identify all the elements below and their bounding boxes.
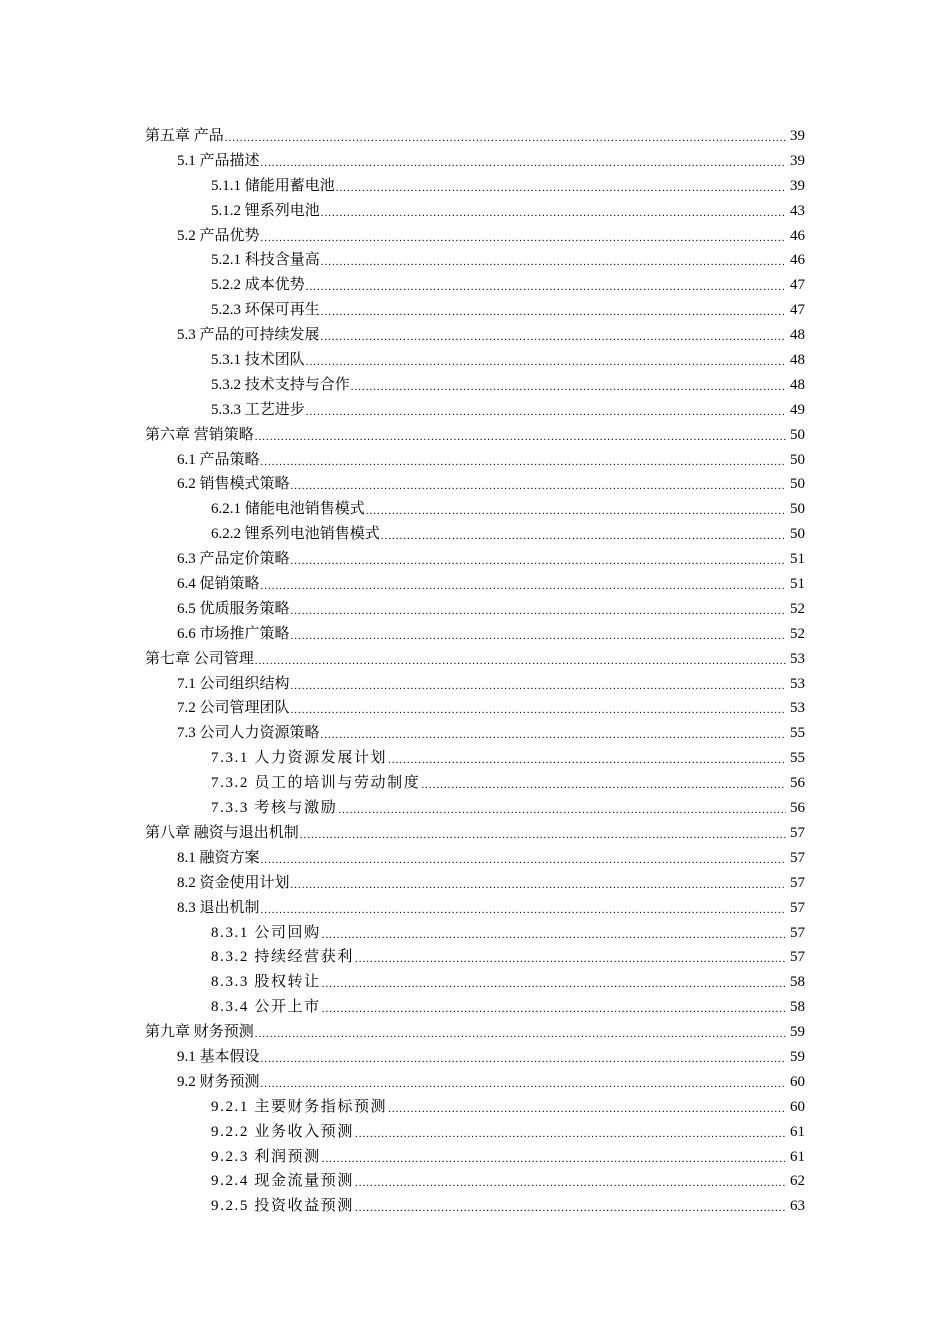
toc-entry-level-2[interactable] <box>0 472 950 497</box>
toc-page-number: 60 <box>790 1073 805 1090</box>
toc-dot-leader <box>355 1171 786 1196</box>
toc-page-number: 53 <box>790 675 805 692</box>
toc-entry-level-3[interactable] <box>0 398 950 423</box>
toc-entry-title: 5.2.3 环保可再生 <box>211 302 320 319</box>
toc-entry-level-1[interactable] <box>0 423 950 448</box>
toc-entry-level-3[interactable] <box>0 298 950 323</box>
toc-dot-leader <box>255 649 786 674</box>
toc-page-number: 48 <box>790 376 805 393</box>
toc-dot-leader <box>306 275 786 300</box>
toc-page-number: 60 <box>790 1098 805 1115</box>
toc-page-number: 56 <box>790 775 805 792</box>
toc-entry-title: 8.1 融资方案 <box>177 849 260 866</box>
toc-entry-title: 5.3.2 技术支持与合作 <box>211 376 350 393</box>
toc-entry-level-2[interactable] <box>0 448 950 473</box>
toc-entry-title: 6.4 促销策略 <box>177 576 260 593</box>
toc-entry-level-2[interactable] <box>0 323 950 348</box>
toc-page-number: 55 <box>790 750 805 767</box>
toc-entry-level-1[interactable] <box>0 647 950 672</box>
toc-page-number: 51 <box>790 576 805 593</box>
toc-entry-level-3[interactable] <box>0 771 950 796</box>
toc-dot-leader <box>225 126 786 151</box>
toc-entry-level-2[interactable] <box>0 896 950 921</box>
toc-entry-title: 第八章 融资与退出机制 <box>145 824 299 841</box>
toc-dot-leader <box>322 923 786 948</box>
toc-entry-title: 6.2.1 储能电池销售模式 <box>211 501 365 518</box>
toc-entry-title: 5.2 产品优势 <box>177 227 260 244</box>
toc-page-number: 62 <box>790 1173 805 1190</box>
toc-entry-title: 9.2.1 主要财务指标预测 <box>211 1098 388 1115</box>
toc-entry-level-2[interactable] <box>0 1070 950 1095</box>
toc-entry-level-2[interactable] <box>0 871 950 896</box>
toc-entry-title: 5.2.2 成本优势 <box>211 277 305 294</box>
toc-page-number: 48 <box>790 352 805 369</box>
toc-dot-leader <box>306 350 786 375</box>
toc-dot-leader <box>355 1196 786 1221</box>
toc-dot-leader <box>261 898 786 923</box>
toc-page-number: 51 <box>790 551 805 568</box>
toc-dot-leader <box>421 773 786 798</box>
toc-entry-title: 8.2 资金使用计划 <box>177 874 290 891</box>
toc-entry-level-3[interactable] <box>0 1095 950 1120</box>
toc-entry-title: 7.3.3 考核与激励 <box>211 800 338 817</box>
toc-dot-leader <box>355 947 786 972</box>
toc-entry-level-3[interactable] <box>0 1145 950 1170</box>
toc-entry-title: 9.2.5 投资收益预测 <box>211 1198 354 1215</box>
toc-entry-level-3[interactable] <box>0 945 950 970</box>
toc-entry-title: 5.3 产品的可持续发展 <box>177 327 320 344</box>
toc-entry-level-2[interactable] <box>0 547 950 572</box>
toc-entry-title: 6.6 市场推广策略 <box>177 625 290 642</box>
toc-entry-level-3[interactable] <box>0 522 950 547</box>
toc-entry-level-2[interactable] <box>0 696 950 721</box>
toc-entry-title: 5.2.1 科技含量高 <box>211 252 320 269</box>
toc-page-number: 50 <box>790 476 805 493</box>
toc-dot-leader <box>300 823 786 848</box>
toc-dot-leader <box>291 674 786 699</box>
toc-entry-title: 6.5 优质服务策略 <box>177 600 290 617</box>
toc-page-number: 52 <box>790 625 805 642</box>
toc-page-number: 57 <box>790 949 805 966</box>
toc-dot-leader <box>321 723 786 748</box>
toc-entry-title: 9.2 财务预测 <box>177 1073 260 1090</box>
toc-entry-title: 7.3.1 人力资源发展计划 <box>211 750 388 767</box>
toc-entry-level-3[interactable] <box>0 348 950 373</box>
toc-page-number: 48 <box>790 327 805 344</box>
toc-dot-leader <box>321 250 786 275</box>
toc-page-number: 59 <box>790 1024 805 1041</box>
toc-dot-leader <box>261 848 786 873</box>
toc-entry-level-3[interactable] <box>0 970 950 995</box>
toc-dot-leader <box>261 1072 786 1097</box>
toc-entry-title: 5.3.3 工艺进步 <box>211 401 305 418</box>
toc-entry-title: 8.3.3 股权转让 <box>211 974 321 991</box>
toc-dot-leader <box>381 524 786 549</box>
toc-entry-title: 9.1 基本假设 <box>177 1048 260 1065</box>
toc-page-number: 43 <box>790 202 805 219</box>
toc-entry-title: 7.3 公司人力资源策略 <box>177 725 320 742</box>
toc-entry-title: 6.2.2 锂系列电池销售模式 <box>211 526 380 543</box>
toc-page-number: 61 <box>790 1148 805 1165</box>
toc-page-number: 39 <box>790 152 805 169</box>
toc-page-number: 57 <box>790 899 805 916</box>
toc-page-number: 50 <box>790 526 805 543</box>
toc-entry-title: 7.2 公司管理团队 <box>177 700 290 717</box>
toc-entry-level-2[interactable] <box>0 622 950 647</box>
toc-page-number: 50 <box>790 426 805 443</box>
toc-page-number: 53 <box>790 650 805 667</box>
toc-dot-leader <box>321 300 786 325</box>
toc-page-number: 61 <box>790 1123 805 1140</box>
toc-entry-level-3[interactable] <box>0 248 950 273</box>
toc-page-number: 57 <box>790 874 805 891</box>
toc-entry-title: 8.3.1 公司回购 <box>211 924 321 941</box>
toc-dot-leader <box>255 1022 786 1047</box>
toc-dot-leader <box>388 748 786 773</box>
toc-page-number: 39 <box>790 177 805 194</box>
toc-entry-title: 第五章 产品 <box>145 128 224 144</box>
toc-entry-level-3[interactable] <box>0 796 950 821</box>
toc-dot-leader <box>321 325 786 350</box>
toc-dot-leader <box>321 201 786 226</box>
toc-entry-level-2[interactable] <box>0 597 950 622</box>
toc-entry-level-2[interactable] <box>0 846 950 871</box>
toc-entry-level-3[interactable] <box>0 373 950 398</box>
toc-entry-title: 5.1.2 锂系列电池 <box>211 202 320 219</box>
toc-dot-leader <box>255 425 786 450</box>
toc-entry-level-3[interactable] <box>0 497 950 522</box>
toc-page-number: 57 <box>790 924 805 941</box>
toc-entry-level-2[interactable] <box>0 1045 950 1070</box>
toc-dot-leader <box>355 1122 786 1147</box>
toc-page-number: 53 <box>790 700 805 717</box>
toc-entry-level-3[interactable] <box>0 995 950 1020</box>
toc-entry-level-3[interactable] <box>0 746 950 771</box>
toc-dot-leader <box>322 997 786 1022</box>
toc-entry-level-2[interactable] <box>0 149 950 174</box>
toc-dot-leader <box>261 574 786 599</box>
toc-entry-title: 8.3.4 公开上市 <box>211 999 321 1016</box>
table-of-contents <box>0 124 950 1219</box>
toc-entry-level-2[interactable] <box>0 721 950 746</box>
toc-page-number: 49 <box>790 401 805 418</box>
toc-dot-leader <box>261 151 786 176</box>
toc-dot-leader <box>366 499 786 524</box>
toc-dot-leader <box>322 972 786 997</box>
toc-page-number: 52 <box>790 600 805 617</box>
toc-dot-leader <box>291 698 786 723</box>
toc-page-number: 50 <box>790 501 805 518</box>
toc-entry-level-3[interactable] <box>0 1194 950 1219</box>
toc-entry-title: 6.2 销售模式策略 <box>177 476 290 493</box>
toc-page-number: 50 <box>790 451 805 468</box>
toc-entry-level-3[interactable] <box>0 273 950 298</box>
toc-entry-level-3[interactable] <box>0 174 950 199</box>
toc-dot-leader <box>338 798 786 823</box>
toc-entry-title: 5.1 产品描述 <box>177 152 260 169</box>
toc-dot-leader <box>291 549 786 574</box>
toc-dot-leader <box>291 873 786 898</box>
toc-page-number: 58 <box>790 999 805 1016</box>
toc-entry-title: 第七章 公司管理 <box>145 650 254 667</box>
toc-entry-title: 9.2.4 现金流量预测 <box>211 1173 354 1190</box>
toc-entry-level-1[interactable] <box>0 1020 950 1045</box>
toc-page-number: 57 <box>790 849 805 866</box>
toc-dot-leader <box>261 450 786 475</box>
toc-dot-leader <box>322 1147 786 1172</box>
toc-entry-title: 8.3.2 持续经营获利 <box>211 949 354 966</box>
toc-dot-leader <box>351 375 786 400</box>
toc-entry-title: 6.1 产品策略 <box>177 451 260 468</box>
toc-page-number: 63 <box>790 1198 805 1215</box>
toc-page-number: 46 <box>790 227 805 244</box>
toc-dot-leader <box>291 624 786 649</box>
toc-page-number: 59 <box>790 1048 805 1065</box>
toc-page-number: 58 <box>790 974 805 991</box>
toc-dot-leader <box>291 474 786 499</box>
toc-entry-title: 第六章 营销策略 <box>145 426 254 443</box>
toc-entry-title: 9.2.3 利润预测 <box>211 1148 321 1165</box>
toc-entry-title: 7.3.2 员工的培训与劳动制度 <box>211 775 421 792</box>
toc-entry-title: 6.3 产品定价策略 <box>177 551 290 568</box>
toc-entry-level-3[interactable] <box>0 199 950 224</box>
toc-entry-title: 5.1.1 储能用蓄电池 <box>211 177 335 194</box>
toc-dot-leader <box>388 1097 786 1122</box>
toc-page-number: 46 <box>790 252 805 269</box>
toc-dot-leader <box>261 1047 786 1072</box>
toc-entry-level-1[interactable] <box>0 821 950 846</box>
toc-entry-level-2[interactable] <box>0 572 950 597</box>
toc-page-number: 57 <box>790 824 805 841</box>
toc-page-number: 55 <box>790 725 805 742</box>
toc-entry-title: 7.1 公司组织结构 <box>177 675 290 692</box>
toc-entry-title: 9.2.2 业务收入预测 <box>211 1123 354 1140</box>
toc-entry-level-3[interactable] <box>0 921 950 946</box>
toc-page-number: 47 <box>790 302 805 319</box>
toc-page-number: 56 <box>790 800 805 817</box>
toc-dot-leader <box>291 599 786 624</box>
toc-dot-leader <box>336 176 786 201</box>
toc-entry-title: 5.3.1 技术团队 <box>211 352 305 369</box>
toc-entry-title: 第九章 财务预测 <box>145 1024 254 1041</box>
toc-entry-title: 8.3 退出机制 <box>177 899 260 916</box>
toc-dot-leader <box>306 400 786 425</box>
toc-entry-level-2[interactable] <box>0 224 950 249</box>
toc-page-number: 39 <box>790 128 805 144</box>
toc-entry-level-3[interactable] <box>0 1120 950 1145</box>
toc-entry-level-1[interactable] <box>0 124 950 149</box>
toc-dot-leader <box>261 226 786 251</box>
toc-page-number: 47 <box>790 277 805 294</box>
toc-entry-level-3[interactable] <box>0 1169 950 1194</box>
toc-entry-level-2[interactable] <box>0 672 950 697</box>
